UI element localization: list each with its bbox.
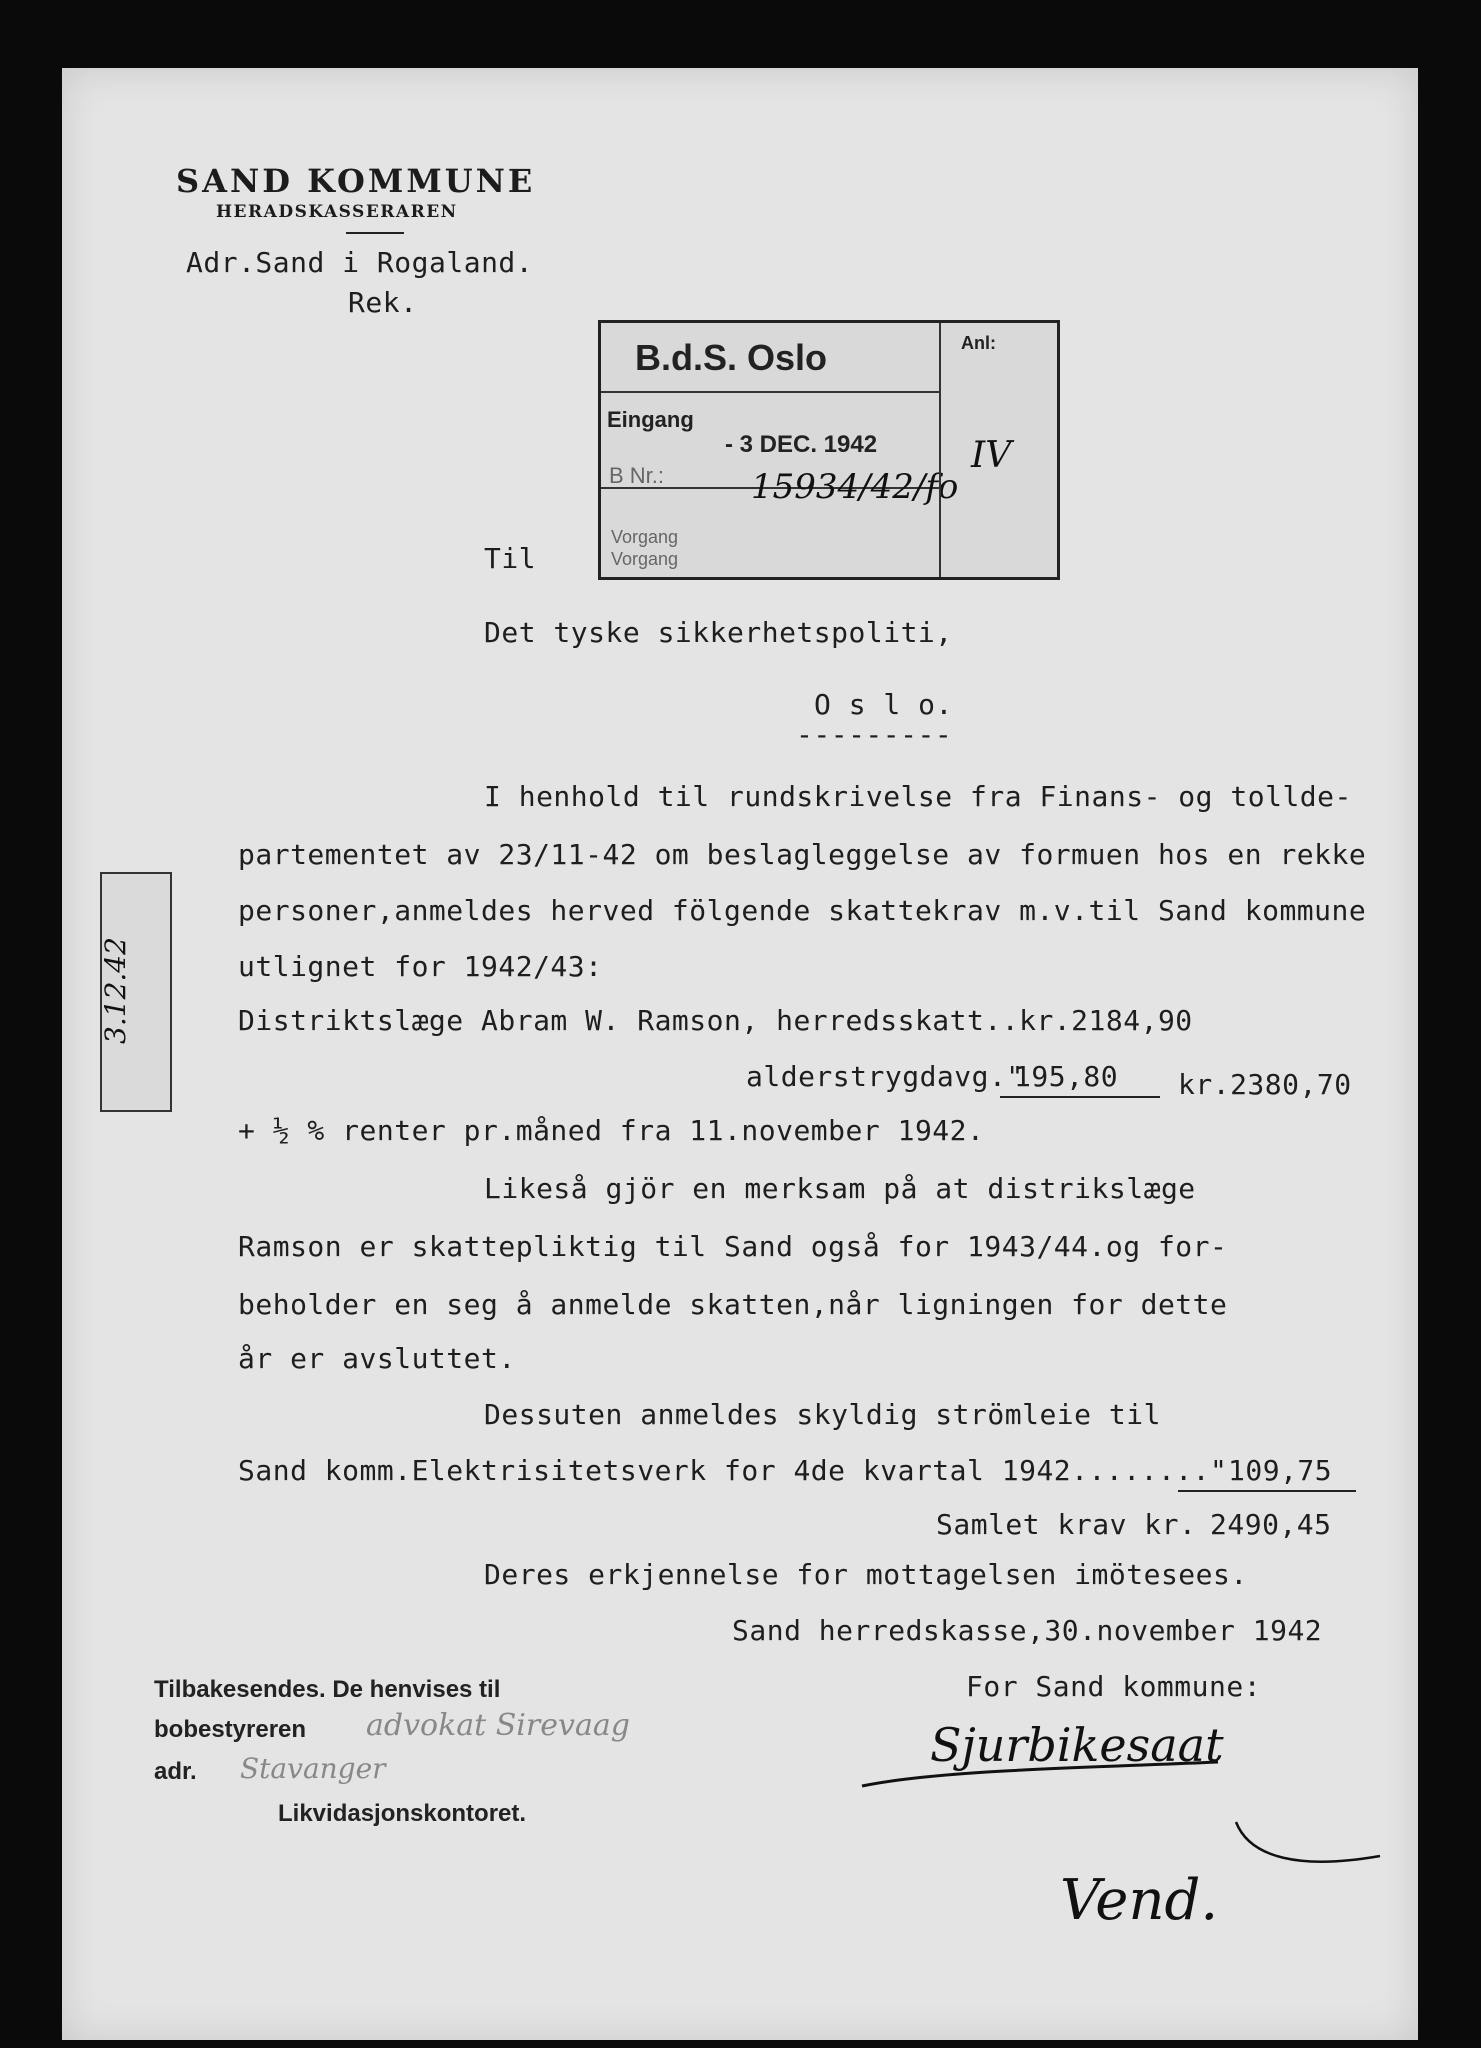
stamp-vorgang-2: Vorgang (611, 549, 679, 569)
body-p2-line3: beholder en seg å anmelde skatten,når ligningen for dette (238, 1288, 1228, 1321)
claim-value-underline (1000, 1096, 1160, 1098)
total-label: Samlet krav kr. (936, 1508, 1197, 1541)
municipality-name: SAND KOMMUNE (176, 162, 536, 200)
side-stamp-date: 3.12.42 (98, 937, 132, 1044)
body-p3-value: 109,75 (1228, 1454, 1333, 1487)
stamp-anl: Anl: (961, 333, 996, 353)
body-p1-line3: personer,anmeldes herved fölgende skattekrav m.v.til Sand kommune (238, 894, 1367, 927)
stamp-date: - 3 DEC. 1942 (725, 431, 878, 458)
stamp-bnr-value: 15934/42/fo (751, 467, 959, 507)
footer-line2: bobestyreren (154, 1716, 307, 1743)
signature: Sjurbikesaat (930, 1718, 1224, 1772)
place-and-date: Sand herredskasse,30.november 1942 (732, 1614, 1323, 1647)
stamp-side-column (939, 323, 1059, 577)
sum-rule (1178, 1490, 1356, 1492)
footer-hand-name: advokat Sirevaag (366, 1708, 630, 1743)
side-stamp (100, 872, 172, 1112)
footer-hand-city: Stavanger (240, 1752, 386, 1785)
body-p1-line2: partementet av 23/11-42 om beslagleggelse av formuen hos en rekke (238, 838, 1367, 871)
footer-line4: Likvidasjonskontoret. (278, 1800, 527, 1827)
footer-line1: Tilbakesendes. De henvises til (154, 1676, 501, 1703)
body-p3-line1: Dessuten anmeldes skyldig strömleie til (484, 1398, 1161, 1431)
recipient-city: O s l o. (814, 688, 953, 721)
stamp-side-mark: IV (971, 435, 1012, 476)
body-p2-line2: Ramson er skattepliktig til Sand også for 1943/44.og for- (238, 1230, 1228, 1263)
body-p3-line2: Sand komm.Elektrisitetsverk for 4de kvartal 1942........" (238, 1454, 1228, 1487)
stamp-vorgang-1: Vorgang (611, 527, 679, 547)
claim-line2-value: 195,80 (1014, 1060, 1119, 1093)
address: Adr.Sand i Rogaland. (186, 246, 534, 279)
for-sand-kommune: For Sand kommune: (966, 1670, 1262, 1703)
body-p2-line1: Likeså gjör en merksam på at distrikslæge (484, 1172, 1196, 1205)
acknowledgement-line: Deres erkjennelse for mottagelsen imötesees. (484, 1558, 1248, 1591)
body-p1-line1: I henhold til rundskrivelse fra Finans- og tollde- (484, 780, 1352, 813)
body-p1-line4: utlignet for 1942/43: (238, 950, 603, 983)
claim-line1: Distriktslæge Abram W. Ramson, herredsskatt..kr.2184,90 (238, 1004, 1193, 1037)
claim-line2-label: alderstrygdavg." (746, 1060, 1024, 1093)
total-value: 2490,45 (1210, 1508, 1332, 1541)
vend-note: Vend. (1060, 1868, 1219, 1933)
til-label: Til (484, 542, 537, 575)
receipt-stamp (598, 320, 1060, 580)
city-underline: --------- (796, 718, 953, 751)
claim-line2-total: kr.2380,70 (1178, 1068, 1352, 1101)
rek-label: Rek. (348, 286, 418, 319)
office-name: HERADSKASSERAREN (216, 202, 458, 222)
footer-line3: adr. (154, 1758, 197, 1785)
stamp-eingang-label: Eingang (607, 407, 694, 432)
interest-line: + ½ % renter pr.måned fra 11.november 1942. (238, 1114, 985, 1147)
stamp-bnr-label: B Nr.: (609, 463, 665, 488)
stamp-office: B.d.S. Oslo (635, 337, 828, 378)
recipient-name: Det tyske sikkerhetspoliti, (484, 616, 953, 649)
header-rule (346, 232, 404, 234)
body-p2-line4: år er avsluttet. (238, 1342, 516, 1375)
